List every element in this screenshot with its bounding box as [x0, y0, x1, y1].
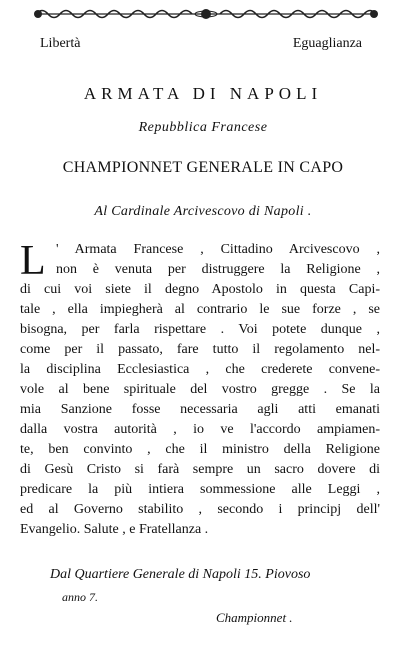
- body-line: come per il passato, fare tutto il regolamento nel-: [20, 342, 380, 357]
- army-title: ARMATA DI NAPOLI: [83, 84, 323, 103]
- ornamental-border: [32, 6, 380, 22]
- body-line: la disciplina Ecclesiastica , che crederete convene-: [20, 362, 380, 377]
- body-line: non è venuta per distruggere la Religione ,: [56, 262, 380, 277]
- body-line: predicare la più intiera sommessione alle Leggi ,: [20, 482, 380, 497]
- body-line: tale , ella impiegherà al contrario le sue forze , se: [20, 302, 380, 317]
- body-line: ed al Governo stabilito , secondo i principj dell': [20, 502, 380, 517]
- body-line: di cui voi siete il degno Apostolo in questa Capi-: [20, 282, 380, 297]
- republic-subtitle: Repubblica Francese: [138, 120, 268, 135]
- body-line: ' Armata Francese , Cittadino Arcivescovo ,: [56, 242, 380, 257]
- dateline-continuation: anno 7.: [62, 590, 98, 604]
- body-line: mia Sanzione fosse necessaria agli atti emanati: [20, 402, 380, 417]
- dateline: Dal Quartiere Generale di Napoli 15. Piovoso: [50, 567, 311, 582]
- body-line: te, ben convinto , che il ministro della Religione: [20, 442, 380, 457]
- body-line: dalla vostra autorità , io ve l'accordo ampiamen-: [20, 422, 380, 437]
- motto-liberty: Libertà: [40, 36, 81, 51]
- motto-equality: Eguaglianza: [292, 36, 362, 51]
- addressee-line: Al Cardinale Arcivescovo di Napoli .: [94, 204, 312, 219]
- signature: Championnet .: [216, 610, 293, 625]
- general-title: CHAMPIONNET GENERALE IN CAPO: [62, 159, 344, 176]
- drop-cap-letter: L: [20, 238, 46, 284]
- body-line: vole al bene spirituale del vostro gregge . Se la: [20, 382, 380, 397]
- letter-body: [20, 240, 380, 540]
- body-line: Evangelio. Salute , e Fratellanza .: [20, 522, 209, 537]
- body-line: bisogna, per farla rispettare . Voi potete dunque ,: [20, 322, 380, 337]
- body-line: di Gesù Cristo si farà sempre un sacro dovere di: [20, 462, 380, 477]
